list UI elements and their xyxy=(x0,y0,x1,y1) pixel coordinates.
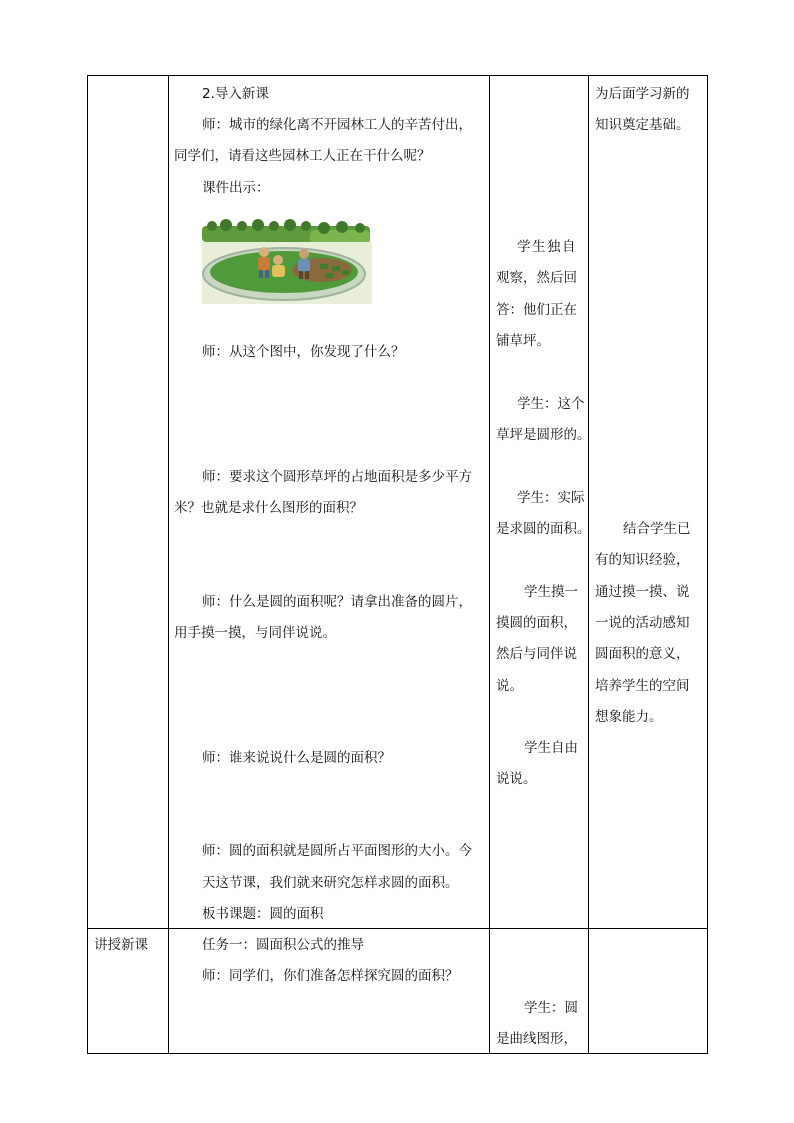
column-divider-3 xyxy=(588,75,589,1054)
teacher-line: 师：什么是圆的面积呢？请拿出准备的圆片， xyxy=(202,594,472,610)
student-line: 摸圆的面积， xyxy=(496,615,577,631)
intent-line: 有的知识经验， xyxy=(595,552,690,568)
intent-line: 培养学生的空间 xyxy=(595,678,690,694)
student-line: 学生：实际 xyxy=(517,490,585,506)
student-line: 学生独自 xyxy=(517,239,577,255)
student-line: 学生摸一 xyxy=(524,584,578,600)
intent-line: 圆面积的意义， xyxy=(595,646,690,662)
lawn-workers-illustration xyxy=(202,212,372,304)
column-divider-1 xyxy=(168,75,169,1054)
student-line: 是求圆的面积。 xyxy=(496,521,591,537)
section-heading: 2.导入新课 xyxy=(202,86,269,102)
student-line: 草坪是圆形的。 xyxy=(496,427,591,443)
teacher-line: 天这节课，我们就来研究怎样求圆的面积。 xyxy=(202,875,459,891)
student-line: 答：他们正在 xyxy=(496,302,577,318)
teacher-line: 师：圆的面积就是圆所占平面图形的大小。今 xyxy=(202,843,472,859)
row-divider xyxy=(87,928,708,929)
student-line: 学生自由 xyxy=(524,740,578,756)
student-line: 说。 xyxy=(496,678,523,694)
teacher-line: 师：城市的绿化离不开园林工人的辛苦付出， xyxy=(202,117,472,133)
table-border-top xyxy=(87,75,708,76)
intent-line: 结合学生已 xyxy=(623,521,691,537)
teacher-line: 师：从这个图中，你发现了什么？ xyxy=(202,344,405,360)
teacher-line: 板书课题：圆的面积 xyxy=(202,906,324,922)
table-border-right xyxy=(707,75,708,1054)
teacher-line: 用手摸一摸，与同伴说说。 xyxy=(174,625,336,641)
student-line: 说说。 xyxy=(496,771,537,787)
teacher-line: 师：同学们，你们准备怎样探究圆的面积？ xyxy=(202,968,459,984)
student-line: 学生：这个 xyxy=(517,396,585,412)
student-line: 是曲线图形， xyxy=(496,1031,577,1047)
teacher-line: 课件出示： xyxy=(202,180,270,196)
task-heading: 任务一：圆面积公式的推导 xyxy=(202,937,364,953)
table-border-left xyxy=(87,75,88,1054)
intent-line: 一说的活动感知 xyxy=(595,615,690,631)
student-line: 铺草坪。 xyxy=(496,333,550,349)
teacher-line: 师：谁来说说什么是圆的面积？ xyxy=(202,750,391,766)
student-line: 然后与同伴说 xyxy=(496,646,577,662)
intent-line: 通过摸一摸、说 xyxy=(595,584,690,600)
student-line: 学生：圆 xyxy=(524,1000,578,1016)
teacher-line: 米？也就是求什么图形的面积？ xyxy=(174,500,363,516)
table-border-bottom xyxy=(87,1053,708,1054)
column-divider-2 xyxy=(489,75,490,1054)
intent-line: 想象能力。 xyxy=(595,709,663,725)
intent-line: 知识奠定基础。 xyxy=(595,117,690,133)
teacher-line: 同学们，请看这些园林工人正在干什么呢？ xyxy=(174,148,431,164)
stage-label: 讲授新课 xyxy=(94,937,148,953)
intent-line: 为后面学习新的 xyxy=(595,86,690,102)
teacher-line: 师：要求这个圆形草坪的占地面积是多少平方 xyxy=(202,469,472,485)
student-line: 观察，然后回 xyxy=(496,270,577,286)
